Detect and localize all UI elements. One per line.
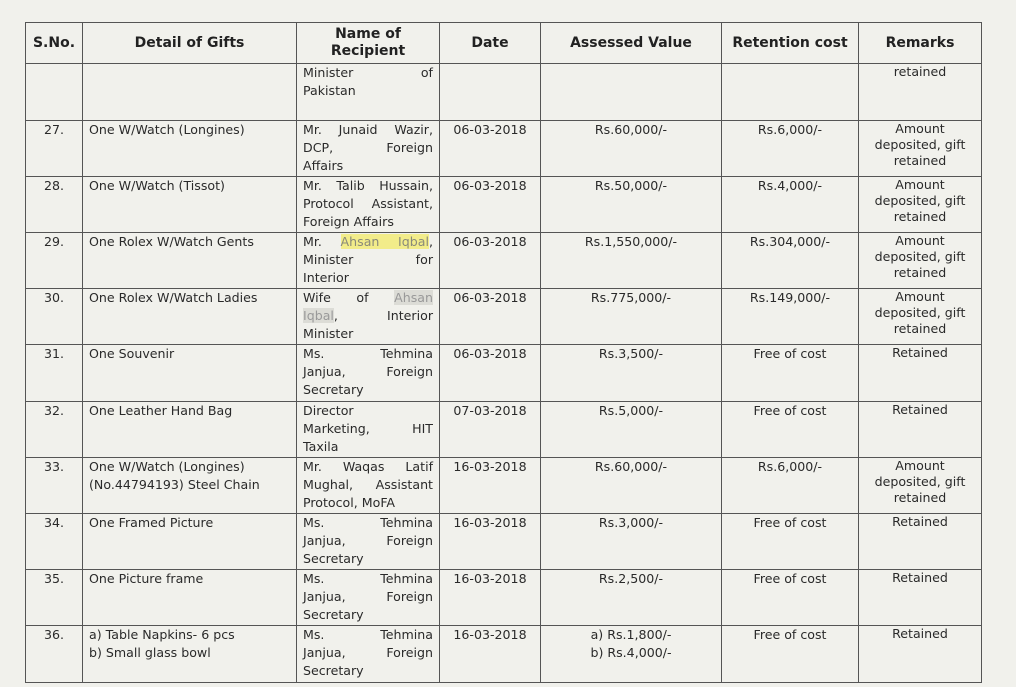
cell-assessed-value: [541, 570, 722, 626]
cell-sno: [26, 177, 83, 233]
cell-date: [440, 345, 541, 402]
recipient-title: Mr.: [303, 234, 322, 249]
recipient-line: Director: [303, 403, 354, 418]
cell-retention-cost: [722, 345, 859, 402]
detail-line: b) Small glass bowl: [89, 645, 211, 660]
sno-text: 33.: [43, 459, 65, 474]
cell-date: [440, 64, 541, 121]
sno-text: 34.: [43, 515, 65, 530]
cell-recipient: [297, 570, 440, 626]
cell-sno: [26, 233, 83, 289]
cell-assessed-value: [541, 64, 722, 121]
cell-detail: [83, 570, 297, 626]
cell-assessed-value: [541, 289, 722, 345]
remarks-line: retained: [893, 265, 947, 280]
cell-sno: [26, 64, 83, 121]
remarks-line: deposited, gift: [874, 249, 966, 264]
cell-sno: [26, 121, 83, 177]
cell-remarks: [859, 233, 982, 289]
retention-text: Rs.149,000/-: [749, 290, 831, 305]
cell-date: [440, 626, 541, 683]
retention-text: Rs.304,000/-: [749, 234, 831, 249]
cell-remarks: [859, 289, 982, 345]
recipient-line: Protocol, MoFA: [303, 495, 396, 510]
cell-date: [440, 458, 541, 514]
value-line: a) Rs.1,800/-: [590, 627, 672, 642]
sno-text: 28.: [43, 178, 65, 193]
table-row: [26, 121, 982, 177]
header-recipient-line1: Name of: [335, 26, 401, 42]
header-retention: Retention cost: [722, 23, 859, 64]
cell-date: [440, 177, 541, 233]
value-line: Rs.775,000/-: [590, 290, 672, 305]
gifts-table: [25, 22, 982, 683]
detail-line: One Picture frame: [89, 571, 204, 586]
header-detail: Detail of Gifts: [83, 23, 297, 64]
recipient-name-greyed: Iqbal: [303, 308, 334, 323]
date-text: 16-03-2018: [453, 571, 527, 586]
recipient-line: Minister for: [303, 252, 433, 267]
cell-detail: [83, 402, 297, 458]
table-row: [26, 289, 982, 345]
recipient-line: Ms. Tehmina: [303, 346, 433, 361]
retention-text: Free of cost: [753, 346, 827, 361]
recipient-line: Janjua, Foreign: [303, 364, 433, 379]
sno-text: 30.: [43, 290, 65, 305]
remarks-line: retained: [893, 153, 947, 168]
cell-remarks: [859, 345, 982, 402]
recipient-line: Protocol Assistant,: [303, 196, 433, 211]
cell-recipient: [297, 402, 440, 458]
cell-retention-cost: [722, 289, 859, 345]
cell-recipient: [297, 626, 440, 683]
header-remarks: Remarks: [859, 23, 982, 64]
recipient-prefix: Wife of: [303, 290, 369, 305]
recipient-line: Janjua, Foreign: [303, 589, 433, 604]
date-text: 16-03-2018: [453, 459, 527, 474]
cell-remarks: [859, 402, 982, 458]
value-line: b) Rs.4,000/-: [590, 645, 672, 660]
cell-sno: [26, 514, 83, 570]
cell-sno: [26, 570, 83, 626]
cell-remarks: [859, 177, 982, 233]
cell-retention-cost: [722, 514, 859, 570]
cell-sno: [26, 626, 83, 683]
remarks-line: deposited, gift: [874, 193, 966, 208]
sno-text: 35.: [43, 571, 65, 586]
table-row: [26, 402, 982, 458]
retention-text: Free of cost: [753, 403, 827, 418]
cell-assessed-value: [541, 458, 722, 514]
recipient-line: DCP, Foreign: [303, 140, 433, 155]
retention-text: Free of cost: [753, 571, 827, 586]
recipient-line: Pakistan: [303, 83, 356, 98]
remarks-line: retained: [893, 209, 947, 224]
retention-text: Rs.4,000/-: [757, 178, 823, 193]
header-date: Date: [440, 23, 541, 64]
cell-detail: [83, 233, 297, 289]
sno-text: 27.: [43, 122, 65, 137]
cell-retention-cost: [722, 402, 859, 458]
cell-detail: [83, 121, 297, 177]
detail-line: One W/Watch (Longines): [89, 459, 245, 474]
table-header: [26, 23, 982, 64]
recipient-name-greyed: Ahsan: [394, 290, 433, 305]
remarks-line: deposited, gift: [874, 305, 966, 320]
table-row: [26, 64, 982, 121]
detail-line: One W/Watch (Tissot): [89, 178, 225, 193]
header-recipient-line2: Recipient: [330, 43, 406, 59]
table-row: [26, 514, 982, 570]
cell-sno: [26, 345, 83, 402]
cell-date: [440, 570, 541, 626]
table-row: [26, 233, 982, 289]
cell-assessed-value: [541, 233, 722, 289]
recipient-line: [303, 233, 433, 251]
cell-assessed-value: [541, 177, 722, 233]
remarks-line: Amount: [895, 289, 945, 304]
cell-recipient: [297, 121, 440, 177]
cell-remarks: [859, 514, 982, 570]
cell-remarks: [859, 570, 982, 626]
recipient-line: Mr. Talib Hussain,: [303, 178, 433, 193]
detail-line: One Rolex W/Watch Gents: [89, 234, 254, 249]
cell-recipient: [297, 289, 440, 345]
date-text: 16-03-2018: [453, 627, 527, 642]
cell-retention-cost: [722, 177, 859, 233]
cell-recipient: [297, 514, 440, 570]
value-line: Rs.3,500/-: [598, 346, 664, 361]
date-text: 06-03-2018: [453, 346, 527, 361]
value-line: Rs.1,550,000/-: [584, 234, 678, 249]
date-text: 06-03-2018: [453, 122, 527, 137]
cell-recipient: [297, 345, 440, 402]
recipient-line: Janjua, Foreign: [303, 533, 433, 548]
cell-remarks: [859, 458, 982, 514]
detail-line: a) Table Napkins- 6 pcs: [89, 627, 235, 642]
cell-retention-cost: [722, 458, 859, 514]
retention-text: Free of cost: [753, 515, 827, 530]
cell-retention-cost: [722, 64, 859, 121]
detail-line: (No.44794193) Steel Chain: [89, 477, 260, 492]
recipient-line: Marketing, HIT: [303, 421, 433, 436]
remarks-line: Amount: [895, 121, 945, 136]
cell-retention-cost: [722, 233, 859, 289]
header-value: Assessed Value: [541, 23, 722, 64]
recipient-name-highlighted: Ahsan Iqbal: [340, 234, 429, 249]
table-body: [26, 64, 982, 683]
recipient-line: Minister: [303, 326, 354, 341]
header-row: [26, 23, 982, 64]
remarks-line: retained: [893, 490, 947, 505]
recipient-line: Ms. Tehmina: [303, 571, 433, 586]
cell-assessed-value: [541, 514, 722, 570]
remarks-line: deposited, gift: [874, 474, 966, 489]
cell-retention-cost: [722, 570, 859, 626]
cell-detail: [83, 289, 297, 345]
cell-detail: [83, 626, 297, 683]
recipient-suffix: , Interior: [333, 308, 433, 323]
cell-recipient: [297, 64, 440, 121]
remarks-line: deposited, gift: [874, 137, 966, 152]
remarks-line: Retained: [892, 514, 948, 529]
cell-detail: [83, 458, 297, 514]
recipient-line: Interior: [303, 270, 349, 285]
detail-line: One Leather Hand Bag: [89, 403, 233, 418]
remarks-line: Retained: [892, 345, 948, 360]
cell-assessed-value: [541, 626, 722, 683]
cell-recipient: [297, 177, 440, 233]
cell-detail: [83, 345, 297, 402]
recipient-line: Secretary: [303, 551, 364, 566]
recipient-line: Affairs: [303, 158, 344, 173]
recipient-line: Foreign Affairs: [303, 214, 394, 229]
value-line: Rs.50,000/-: [594, 178, 668, 193]
value-line: Rs.2,500/-: [598, 571, 664, 586]
recipient-line: Secretary: [303, 663, 364, 678]
header-recipient: [297, 23, 440, 64]
remarks-line: retained: [893, 64, 947, 79]
value-line: Rs.3,000/-: [598, 515, 664, 530]
cell-detail: [83, 514, 297, 570]
value-line: Rs.60,000/-: [594, 459, 668, 474]
recipient-line: Ms. Tehmina: [303, 515, 433, 530]
recipient-line: Janjua, Foreign: [303, 645, 433, 660]
sno-text: 32.: [43, 403, 65, 418]
remarks-line: Retained: [892, 570, 948, 585]
recipient-line: [303, 289, 433, 307]
cell-sno: [26, 289, 83, 345]
cell-date: [440, 402, 541, 458]
detail-line: One Souvenir: [89, 346, 175, 361]
detail-line: One W/Watch (Longines): [89, 122, 245, 137]
recipient-line: Secretary: [303, 607, 364, 622]
value-line: Rs.5,000/-: [598, 403, 664, 418]
sno-text: 31.: [43, 346, 65, 361]
cell-assessed-value: [541, 345, 722, 402]
retention-text: Rs.6,000/-: [757, 459, 823, 474]
table-row: [26, 177, 982, 233]
remarks-line: Retained: [892, 402, 948, 417]
remarks-line: Amount: [895, 233, 945, 248]
remarks-line: Retained: [892, 626, 948, 641]
cell-remarks: [859, 121, 982, 177]
cell-assessed-value: [541, 121, 722, 177]
recipient-line: Mr. Waqas Latif: [303, 459, 433, 474]
cell-detail: [83, 177, 297, 233]
recipient-line: Mughal, Assistant: [303, 477, 433, 492]
sno-text: 29.: [43, 234, 65, 249]
cell-recipient: [297, 233, 440, 289]
recipient-line: Secretary: [303, 382, 364, 397]
recipient-line: Taxila: [303, 439, 339, 454]
recipient-line: Minister of: [303, 65, 433, 80]
remarks-line: Amount: [895, 458, 945, 473]
header-sno: S.No.: [26, 23, 83, 64]
table-row: [26, 626, 982, 683]
cell-date: [440, 514, 541, 570]
date-text: 16-03-2018: [453, 515, 527, 530]
value-line: Rs.60,000/-: [594, 122, 668, 137]
date-text: 06-03-2018: [453, 178, 527, 193]
date-text: 06-03-2018: [453, 290, 527, 305]
table-row: [26, 458, 982, 514]
remarks-line: retained: [893, 321, 947, 336]
detail-line: One Rolex W/Watch Ladies: [89, 290, 258, 305]
detail-line: One Framed Picture: [89, 515, 214, 530]
cell-remarks: [859, 64, 982, 121]
cell-detail: [83, 64, 297, 121]
table-row: [26, 570, 982, 626]
table-row: [26, 345, 982, 402]
cell-assessed-value: [541, 402, 722, 458]
recipient-line: [303, 307, 433, 325]
recipient-punct: ,: [428, 234, 433, 249]
cell-sno: [26, 402, 83, 458]
remarks-line: Amount: [895, 177, 945, 192]
cell-date: [440, 233, 541, 289]
cell-date: [440, 289, 541, 345]
cell-recipient: [297, 458, 440, 514]
cell-sno: [26, 458, 83, 514]
date-text: 06-03-2018: [453, 234, 527, 249]
sno-text: 36.: [43, 627, 65, 642]
cell-date: [440, 121, 541, 177]
recipient-line: Ms. Tehmina: [303, 627, 433, 642]
retention-text: Rs.6,000/-: [757, 122, 823, 137]
retention-text: Free of cost: [753, 627, 827, 642]
date-text: 07-03-2018: [453, 403, 527, 418]
cell-retention-cost: [722, 626, 859, 683]
cell-retention-cost: [722, 121, 859, 177]
recipient-line: Mr. Junaid Wazir,: [303, 122, 433, 137]
cell-remarks: [859, 626, 982, 683]
